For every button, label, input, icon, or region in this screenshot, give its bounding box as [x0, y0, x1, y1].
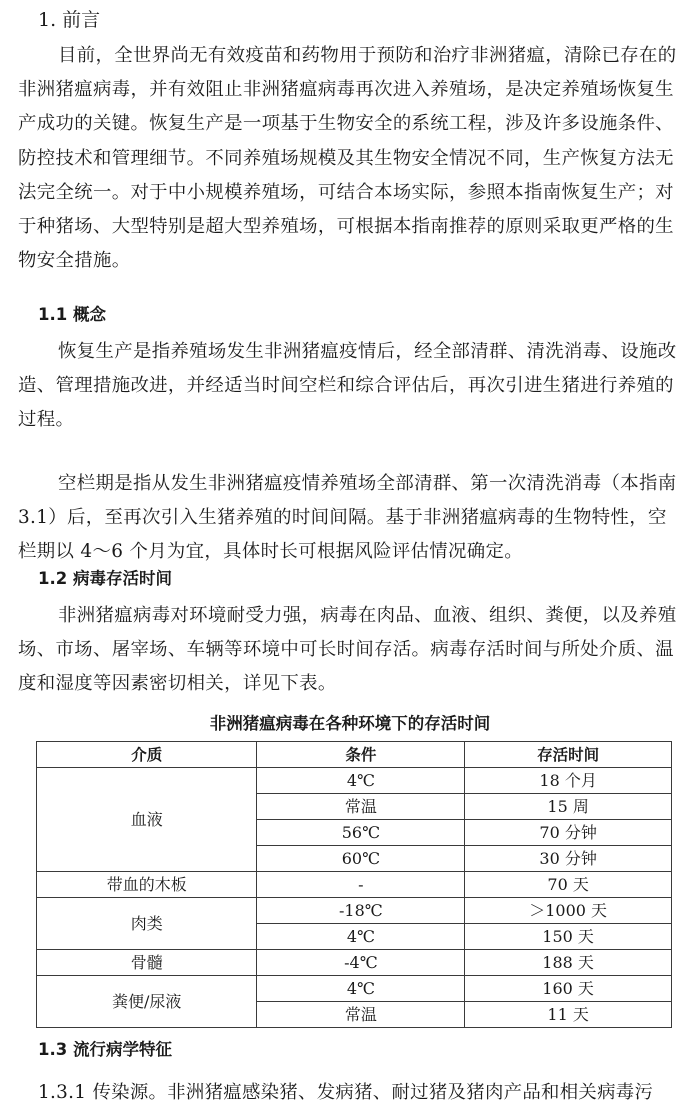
table-row — [37, 872, 672, 898]
text-line: 产成功的关键。恢复生产是一项基于生物安全的系统工程，涉及许多设施条件、 — [18, 113, 674, 135]
concept-paragraph-2 — [18, 467, 682, 570]
text-line: 防控技术和管理细节。不同养殖场规模及其生物安全情况不同，生产恢复方法无 — [18, 147, 674, 169]
cell-condition: -4℃ — [257, 950, 465, 976]
header-medium: 介质 — [37, 742, 257, 768]
subsection-text: 1.3.1 传染源。非洲猪瘟感染猪、发病猪、耐过猪及猪肉产品和相关病毒污 — [38, 1082, 654, 1103]
cell-survival-time: 70 天 — [465, 872, 672, 898]
cell-survival-time: 30 分钟 — [465, 846, 672, 872]
cell-condition: 56℃ — [257, 820, 465, 846]
cell-survival-time: 150 天 — [465, 924, 672, 950]
cell-condition: 60℃ — [257, 846, 465, 872]
header-condition: 条件 — [257, 742, 465, 768]
cell-condition: - — [257, 872, 465, 898]
concept-paragraph-1 — [18, 335, 682, 438]
text-line: 3.1）后，至再次引入生猪养殖的时间间隔。基于非洲猪瘟病毒的生物特性，空 — [18, 507, 667, 529]
cell-medium: 粪便/尿液 — [37, 976, 257, 1028]
preface-paragraph — [18, 39, 682, 278]
cell-condition: -18℃ — [257, 898, 465, 924]
text-line: 非洲猪瘟病毒，并有效阻止非洲猪瘟病毒再次进入养殖场，是决定养殖场恢复生 — [18, 79, 674, 101]
cell-survival-time: 70 分钟 — [465, 820, 672, 846]
table-row — [37, 898, 672, 924]
table-caption: 非洲猪瘟病毒在各种环境下的存活时间 — [209, 714, 491, 733]
text-line: 度和湿度等因素密切相关，详见下表。 — [18, 673, 337, 695]
cell-medium: 骨髓 — [37, 950, 257, 976]
cell-survival-time: 160 天 — [465, 976, 672, 1002]
text-line: 造、管理措施改进，并经适当时间空栏和综合评估后，再次引进生猪进行养殖的 — [18, 375, 674, 397]
survival-paragraph — [18, 599, 682, 702]
section-title-epidemiology: 1.3 流行病学特征 — [38, 1040, 172, 1059]
table-row — [37, 768, 672, 794]
text-line: 于种猪场、大型特别是超大型养殖场，可根据本指南推荐的原则采取更严格的生 — [18, 216, 674, 238]
cell-condition: 4℃ — [257, 768, 465, 794]
table-row — [37, 950, 672, 976]
text-line: 非洲猪瘟病毒对环境耐受力强，病毒在肉品、血液、组织、粪便，以及养殖 — [58, 605, 677, 626]
table-row — [37, 976, 672, 1002]
text-line: 物安全措施。 — [18, 250, 131, 272]
text-line: 恢复生产是指养殖场发生非洲猪瘟疫情后，经全部清群、清洗消毒、设施改 — [58, 341, 677, 362]
cell-condition: 4℃ — [257, 976, 465, 1002]
cell-medium: 带血的木板 — [37, 872, 257, 898]
text-line: 法完全统一。对于中小规模养殖场，可结合本场实际，参照本指南恢复生产；对 — [18, 181, 674, 203]
cell-survival-time: 11 天 — [465, 1002, 672, 1028]
cell-survival-time: 18 个月 — [465, 768, 672, 794]
cell-condition: 常温 — [257, 1002, 465, 1028]
cell-survival-time: ＞1000 天 — [465, 898, 672, 924]
text-line: 栏期以 4～6 个月为宜，具体时长可根据风险评估情况确定。 — [18, 541, 524, 563]
section-title-concept: 1.1 概念 — [38, 305, 106, 324]
text-line: 空栏期是指从发生非洲猪瘟疫情养殖场全部清群、第一次清洗消毒（本指南 — [58, 473, 677, 494]
table-header-row — [37, 742, 672, 768]
section-title-survival: 1.2 病毒存活时间 — [38, 569, 172, 588]
cell-medium: 血液 — [37, 768, 257, 872]
cell-survival-time: 15 周 — [465, 794, 672, 820]
cell-condition: 常温 — [257, 794, 465, 820]
section-title-preface: 1. 前言 — [38, 9, 101, 31]
survival-time-table — [36, 741, 672, 1028]
header-survival-time: 存活时间 — [465, 742, 672, 768]
text-line: 目前，全世界尚无有效疫苗和药物用于预防和治疗非洲猪瘟，清除已存在的 — [58, 45, 677, 66]
cell-condition: 4℃ — [257, 924, 465, 950]
text-line: 过程。 — [18, 409, 75, 431]
cell-medium: 肉类 — [37, 898, 257, 950]
text-line: 场、市场、屠宰场、车辆等环境中可长时间存活。病毒存活时间与所处介质、温 — [18, 639, 674, 661]
cell-survival-time: 188 天 — [465, 950, 672, 976]
